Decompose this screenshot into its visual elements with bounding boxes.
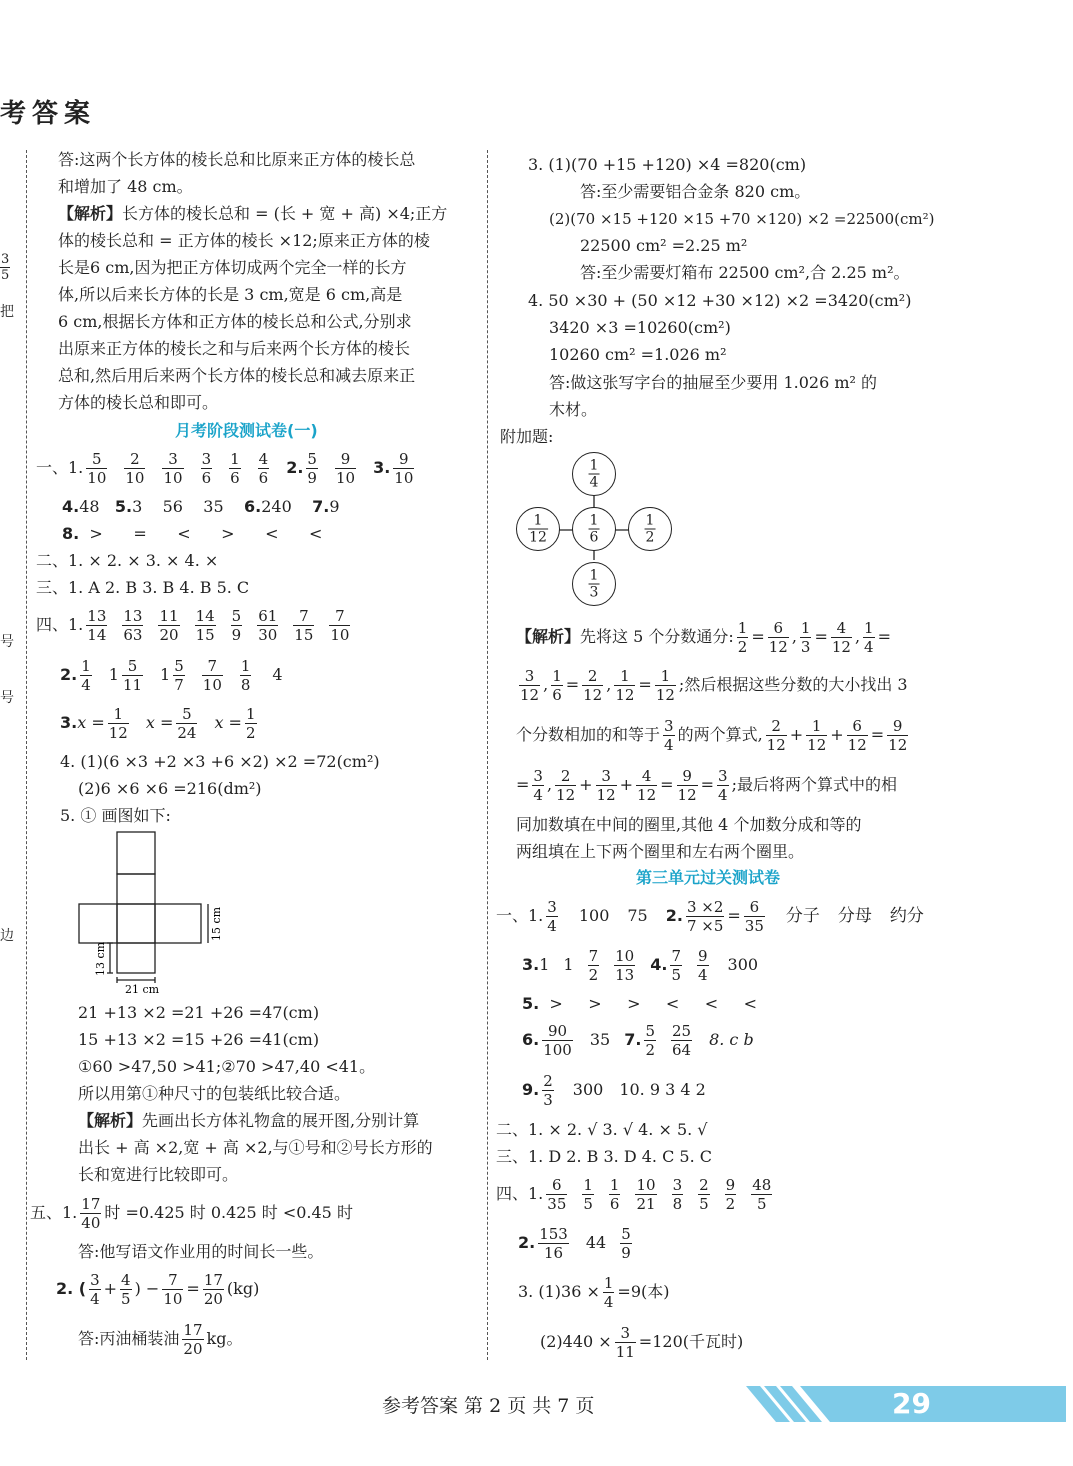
answer-row-si2: 2. $\frac{1}{4}$ 1 $\frac{5}{11}$ 1 $\frac{5}{7}$ $\frac{7}{10}$ $\frac{1}{8}$ 4 — [60, 656, 283, 694]
calc-line: 所以用第①种尺寸的包装纸比较合适。 — [78, 1084, 351, 1103]
margin-char: 把 — [0, 304, 14, 320]
q3b-line: (2)(70 ×15 +120 ×15 +70 ×120) ×2 =22500(cm²) — [549, 210, 935, 228]
column-divider — [487, 150, 488, 1360]
q3a-answer: 答:至少需要铝合金条 820 cm。 — [580, 182, 811, 201]
analysis-line: 出长 + 高 ×2,宽 + 高 ×2,与①号和②号长方形的 — [78, 1138, 433, 1157]
q3b-answer: 答:至少需要灯箱布 22500 cm²,合 2.25 m²。 — [580, 263, 910, 282]
analysis-label: 【解析】 — [78, 1111, 143, 1130]
analysis-line: 个分数相加的和等于 $\frac{3}{4}$ 的两个算式, $\frac{2}{12}$ + $\frac{1}{12}$ + $\frac{6}{12}$ = $\frac{9}{12}$ — [516, 716, 908, 754]
judgement-answers: 二、1. × 2. × 3. × 4. × — [36, 551, 219, 570]
fraction: $\frac{2}{10}$ — [125, 449, 145, 487]
box-net-diagram — [70, 828, 240, 1000]
u-row-5: 5. > > > < < < — [522, 994, 758, 1013]
wu1-answer: 答:他写语文作业用的时间长一些。 — [78, 1242, 324, 1261]
u-si-row-3b: (2)440 × $\frac{3}{11}$ =120(千瓦时) — [540, 1323, 744, 1361]
answer-row-wu1: 五、1. $\frac{17}{40}$ 时 =0.425 时 0.425 时 <0.45 时 — [30, 1194, 353, 1232]
fraction: $\frac{9}{10}$ — [394, 449, 414, 487]
u-row-3: 3. 1 1 $\frac{7}{2}$ $\frac{10}{13}$ 4. $\frac{7}{5}$ $\frac{9}{4}$ 300 — [522, 946, 759, 984]
left-margin-line — [26, 150, 27, 1360]
analysis-line: 方体的棱长总和即可。 — [58, 393, 219, 412]
answer-row-1: 一、1. $\frac{5}{10}$ $\frac{2}{10}$ $\frac{3}{10}$ $\frac{3}{6}$ $\frac{1}{6}$ $\frac{4}{6}$ 2. $\frac{5}{9}$ $\frac{9}{10}$ 3. $\frac{9}{10}$ — [36, 449, 414, 487]
analysis-line: = $\frac{3}{4}$ , $\frac{2}{12}$ + $\frac{3}{12}$ + $\frac{4}{12}$ = $\frac{9}{12}$ = $\frac{3}{4}$ ;最后将两个算式中的相 — [516, 766, 897, 804]
analysis-line: $\frac{3}{12}$ , $\frac{1}{6}$ = $\frac{2}{12}$ , $\frac{1}{12}$ = $\frac{1}{12}$ ;然后根据这些分数的大小找出 3 — [520, 666, 908, 704]
u-row-9: 9. $\frac{2}{3}$ 300 10. 9 3 4 2 — [522, 1071, 706, 1109]
fraction: $\frac{4}{6}$ — [258, 449, 269, 487]
choice-answers: 三、1. A 2. B 3. B 4. B 5. C — [36, 578, 250, 597]
wu2-answer: 答:丙油桶装油 $\frac{17}{20}$ kg。 — [78, 1320, 243, 1358]
q4-line2: 3420 ×3 =10260(cm²) — [549, 318, 731, 337]
margin-char: 号 — [0, 690, 14, 706]
u-si-row-1: 四、1. $\frac{6}{35}$ $\frac{1}{5}$ $\frac{1}{6}$ $\frac{10}{21}$ $\frac{3}{8}$ $\frac{2}{5}$ $\frac{9}{2}$ $\frac{48}{5}$ — [496, 1175, 772, 1213]
page-header-title: 考答案 — [0, 99, 97, 129]
circle-left: $\frac{1}{12}$ — [516, 507, 560, 551]
analysis-line: 先画出长方体礼物盒的展开图,分别计算 — [142, 1111, 420, 1130]
calc-line: 15 +13 ×2 =15 +26 =41(cm) — [78, 1030, 320, 1049]
q3b-line2: 22500 cm² =2.25 m² — [580, 236, 748, 255]
q4-line1: 4. 50 ×30 + (50 ×12 +30 ×12) ×2 =3420(cm²) — [528, 291, 912, 310]
analysis-line: 长和宽进行比较即可。 — [78, 1165, 239, 1184]
circle-bottom: $\frac{1}{3}$ — [572, 562, 616, 606]
dim-label-15: 15 cm — [210, 906, 223, 942]
fraction: $\frac{3}{10}$ — [163, 449, 183, 487]
circle-right: $\frac{1}{2}$ — [628, 507, 672, 551]
dim-label-13: 13 cm — [94, 941, 107, 977]
answer-row-wu2: 2. ( $\frac{3}{4}$ + $\frac{4}{5}$ ) − $\frac{7}{10}$ = $\frac{17}{20}$ (kg) — [56, 1270, 260, 1308]
intro-line: 和增加了 48 cm。 — [58, 177, 193, 196]
analysis-line: 体的棱长总和 = 正方体的棱长 ×12;原来正方体的棱 — [58, 231, 430, 250]
margin-char: 边 — [0, 928, 14, 944]
u-si-row-3a: 3. (1)36 × $\frac{1}{4}$ =9(本) — [518, 1273, 670, 1311]
q3a-line: 3. (1)(70 +15 +120) ×4 =820(cm) — [528, 155, 807, 174]
u-choice: 三、1. D 2. B 3. D 4. C 5. C — [496, 1147, 713, 1166]
q4-line3: 10260 cm² =1.026 m² — [549, 345, 727, 364]
section-title-unit3: 第三单元过关测试卷 — [636, 868, 781, 887]
section-title-monthly-test: 月考阶段测试卷(一) — [175, 421, 318, 440]
answer-row-2: 4.48 5.3 56 35 6.240 7.9 — [62, 497, 340, 516]
analysis-line: 【解析】 先将这 5 个分数通分: $\frac{1}{2}$ = $\frac{6}{12}$ , $\frac{1}{3}$ = $\frac{4}{12}$ , $\frac{1}{4}$ = — [516, 618, 891, 656]
analysis-line: 出原来正方体的棱长之和与后来两个长方体的棱长 — [58, 339, 411, 358]
dim-label-21: 21 cm — [124, 983, 160, 996]
answer-row-si3: 3. x = $\frac{1}{12}$ x = $\frac{5}{24}$ x = $\frac{1}{2}$ — [60, 704, 256, 742]
answer-row-3: 8. > = < > < < — [62, 524, 323, 543]
page-number-banner — [742, 1384, 1066, 1424]
intro-line: 答:这两个长方体的棱长总和比原来正方体的棱长总 — [58, 150, 416, 169]
analysis-line: 体,所以后来长方体的长是 3 cm,宽是 6 cm,高是 — [58, 285, 403, 304]
q4-answer: 答:做这张写字台的抽屉至少要用 1.026 m² 的 — [549, 373, 878, 392]
analysis-line: 总和,然后用后来两个长方体的棱长总和减去原来正 — [58, 366, 416, 385]
analysis-label: 【解析】 — [58, 204, 123, 223]
footer-text: 参考答案 第 2 页 共 7 页 — [382, 1395, 595, 1417]
u-si-row-2: 2. $\frac{153}{16}$ 44 $\frac{5}{9}$ — [518, 1224, 631, 1262]
fraction: $\frac{9}{10}$ — [335, 449, 356, 487]
fraction: $\frac{5}{10}$ — [87, 449, 107, 487]
extra-question-label: 附加题: — [500, 427, 554, 446]
analysis-line: 两组填在上下两个圈里和左右两个圈里。 — [516, 842, 805, 861]
u-row-1: 一、1. $\frac{3}{4}$ 100 75 2. $\frac{3 \times 2}{7 \times 5}$ = $\frac{6}{35}$ 分子 分母 约分 — [496, 897, 924, 935]
margin-char: 号 — [0, 634, 14, 650]
q4-answer: 木材。 — [549, 400, 598, 419]
page-number: 29 — [892, 1387, 931, 1420]
fraction: $\frac{3}{6}$ — [201, 449, 212, 487]
analysis-line: 同加数填在中间的圈里,其他 4 个加数分成和等的 — [516, 815, 862, 834]
calc-line: ①60 >47,50 >41;②70 >47,40 <41。 — [78, 1057, 376, 1076]
fraction-circles-diagram — [510, 448, 690, 608]
u-judgement: 二、1. × 2. √ 3. √ 4. × 5. √ — [496, 1120, 708, 1139]
si5-line: 5. ① 画图如下: — [60, 806, 171, 825]
fraction: $\frac{1}{6}$ — [230, 449, 240, 487]
circle-top: $\frac{1}{4}$ — [572, 452, 616, 496]
fraction: $\frac{5}{9}$ — [307, 449, 317, 487]
circle-center: $\frac{1}{6}$ — [572, 507, 616, 551]
analysis-line: 6 cm,根据长方体和正方体的棱长总和公式,分别求 — [58, 312, 412, 331]
answer-row-si1: 四、1. $\frac{13}{14}$ $\frac{13}{63}$ $\frac{11}{20}$ $\frac{14}{15}$ $\frac{5}{9}$ $\frac{61}{30}$ $\frac{7}{15}$ $\frac{7}{10}$ — [36, 606, 350, 644]
si4-line2: (2)6 ×6 ×6 =216(dm²) — [78, 779, 262, 798]
u-row-6: 6. $\frac{90}{100}$ 35 7. $\frac{5}{2}$ $\frac{25}{64}$ 8. c b — [522, 1021, 754, 1059]
calc-line: 21 +13 ×2 =21 +26 =47(cm) — [78, 1003, 320, 1022]
analysis-line: 长是6 cm,因为把正方体切成两个完全一样的长方 — [58, 258, 407, 277]
analysis-line: 长方体的棱长总和 = (长 + 宽 + 高) ×4;正方 — [122, 204, 448, 223]
margin-fraction: $\frac{3}{5}$ — [1, 252, 10, 283]
si4-line1: 4. (1)(6 ×3 +2 ×3 +6 ×2) ×2 =72(cm²) — [60, 752, 380, 771]
